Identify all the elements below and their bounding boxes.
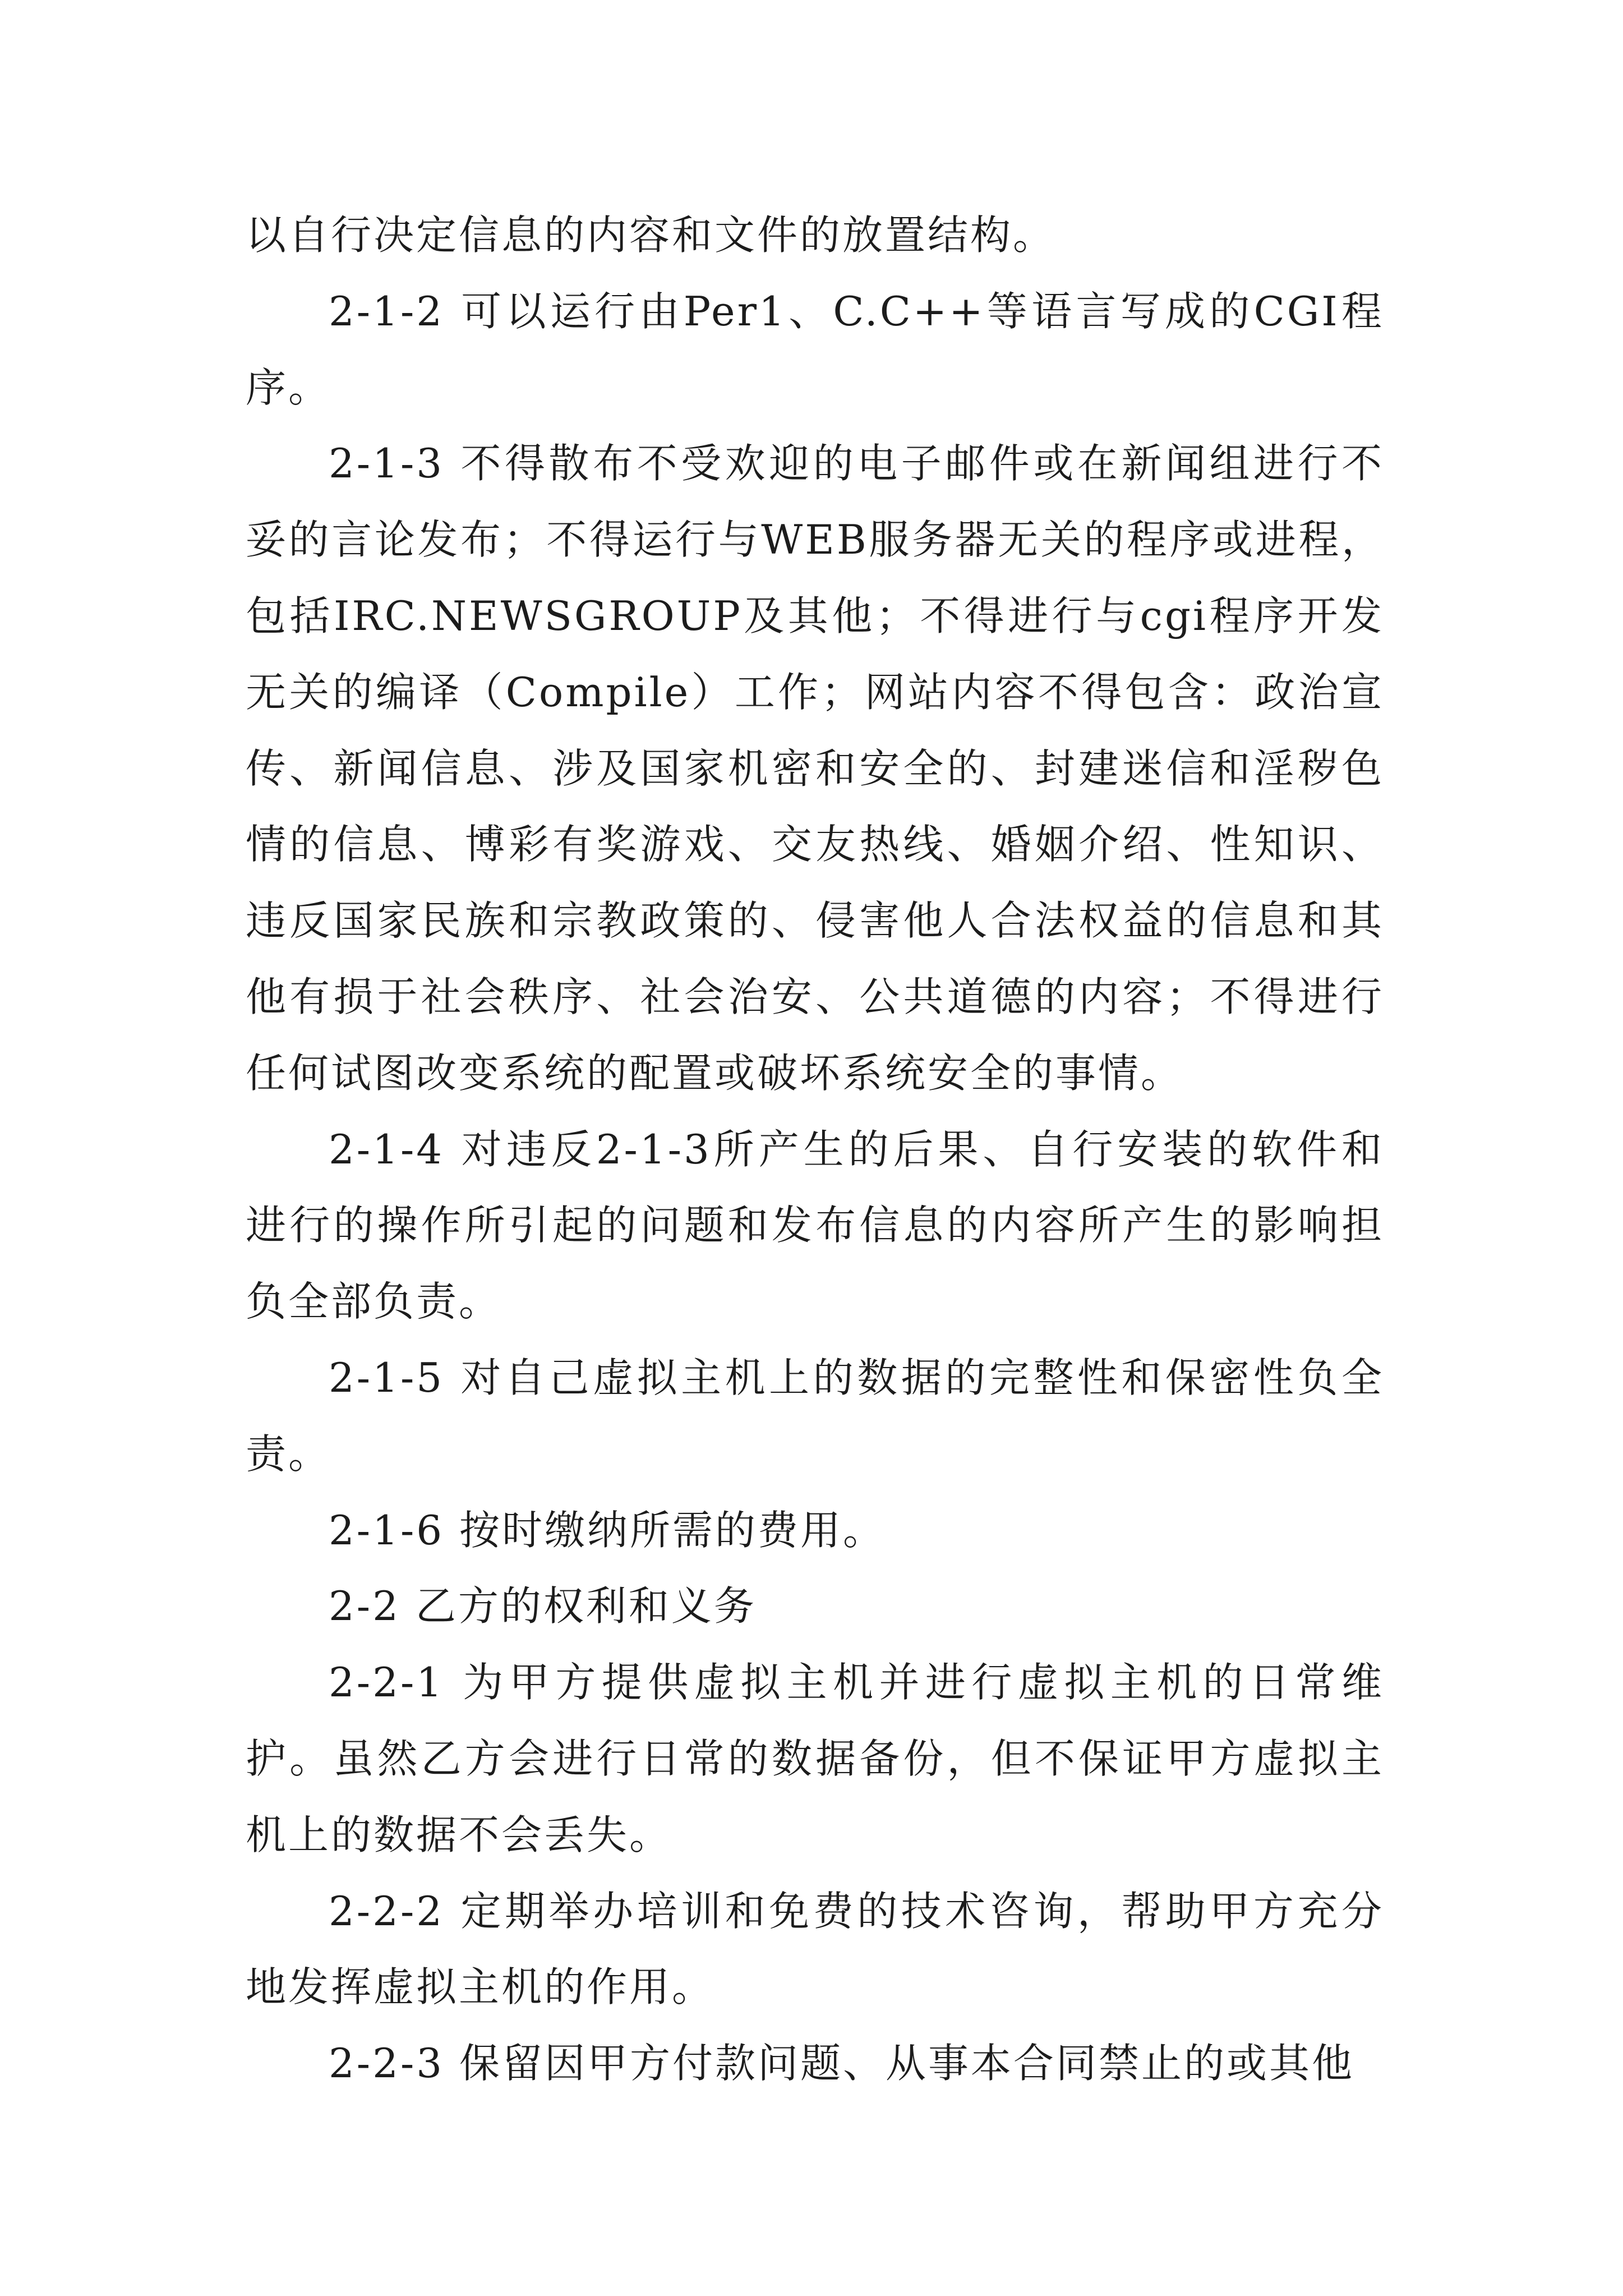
paragraph-2-1-6: 2-1-6 按时缴纳所需的费用。 — [329, 1506, 886, 1554]
section-heading-2-2: 2-2 乙方的权利和义务 — [329, 1582, 757, 1630]
paragraph-2-2-2: 2-2-2 定期举办培训和免费的技术咨询，帮助甲方充分地发挥虚拟主机的作用。 — [246, 1887, 1384, 2011]
paragraph-2-1-2: 2-1-2 可以运行由Per1、C.C++等语言写成的CGI程序。 — [246, 287, 1384, 411]
paragraph-2-1-4: 2-1-4 对违反2-1-3所产生的后果、自行安装的软件和进行的操作所引起的问题和发布信息的内容所产生的影响担负全部负责。 — [246, 1125, 1384, 1326]
document-body — [246, 197, 1384, 2102]
paragraph-2-1-5: 2-1-5 对自己虚拟主机上的数据的完整性和保密性负全责。 — [246, 1354, 1384, 1478]
paragraph-2-2-3: 2-2-3 保留因甲方付款问题、从事本合同禁止的或其他 — [329, 2040, 1354, 2087]
paragraph-2-2-1: 2-2-1 为甲方提供虚拟主机并进行虚拟主机的日常维护。虽然乙方会进行日常的数据备份，但不保证甲方虚拟主机上的数据不会丢失。 — [246, 1659, 1384, 1858]
paragraph-2-1-3: 2-1-3 不得散布不受欢迎的电子邮件或在新闻组进行不妥的言论发布；不得运行与WEB服务器无关的程序或进程，包括IRC.NEWSGROUP及其他；不得进行与cgi程序开发无关的编译（Compile）工作；网站内容不得包含：政治宣传、新闻信息、涉及国家机密和安全的、封建迷信和淫秽色情的信息、博彩有奖游戏、交友热线、婚姻介绍、性知识、违反国家民族和宗教政策的、侵害他人合法权益的信息和其他有损于社会秩序、社会治安、公共道德的内容；不得进行任何试图改变系统的配置或破坏系统安全的事情。 — [246, 440, 1384, 1097]
paragraph-continuation: 以自行决定信息的内容和文件的放置结构。 — [246, 211, 1056, 259]
